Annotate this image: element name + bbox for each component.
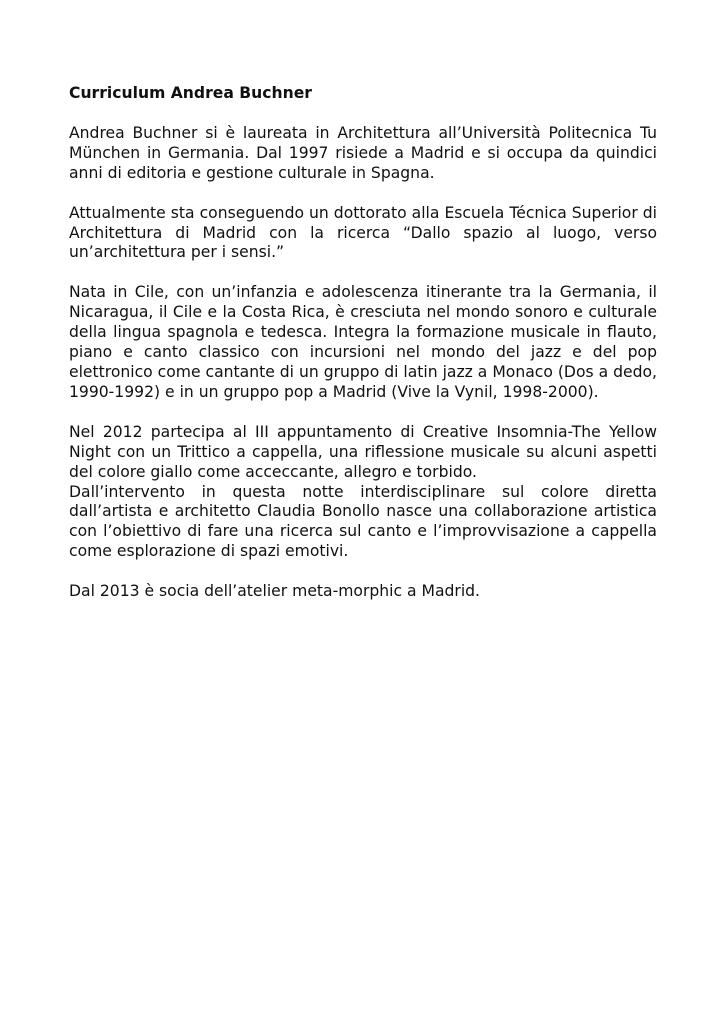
paragraph-creative-insomnia: Nel 2012 partecipa al III appuntamento di Creative Insomnia-The Yellow Night con un Trittico a cappella, una riflessione musicale su alcuni aspetti del colore giallo come acceccante, allegro e torbido. <box>69 422 657 481</box>
paragraph-background: Nata in Cile, con un’infanzia e adolescenza itinerante tra la Germania, il Nicaragua, il Cile e la Costa Rica, è cresciuta nel mondo sonoro e culturale della lingua spagnola e tedesca. Integra la formazione musicale in flauto, piano e canto classico con incursioni nel mondo del jazz e del pop elettronico come cantante di un gruppo di latin jazz a Monaco (Dos a dedo, 1990-1992) e in un gruppo pop a Madrid (Vive la Vynil, 1998-2000). <box>69 283 657 401</box>
document-page <box>69 84 657 622</box>
paragraph-education: Andrea Buchner si è laureata in Architettura all’Università Politecnica Tu München in Germania. Dal 1997 risiede a Madrid e si occupa da quindici anni di editoria e gestione culturale in Spagna. <box>69 123 657 182</box>
paragraph-collaboration: Dall’intervento in questa notte interdisciplinare sul colore diretta dall’artista e architetto Claudia Bonollo nasce una collaborazione artistica con l’obiettivo di fare una ricerca sul canto e l’improvvisazione a cappella come esplorazione di spazi emotivi. <box>69 482 657 561</box>
paragraph-doctorate: Attualmente sta conseguendo un dottorato alla Escuela Técnica Superior di Architettura di Madrid con la ricerca “Dallo spazio al luogo, verso un’architettura per i sensi.” <box>69 203 657 262</box>
document-title: Curriculum Andrea Buchner <box>69 84 312 102</box>
paragraph-atelier: Dal 2013 è socia dell’atelier meta-morphic a Madrid. <box>69 582 481 601</box>
